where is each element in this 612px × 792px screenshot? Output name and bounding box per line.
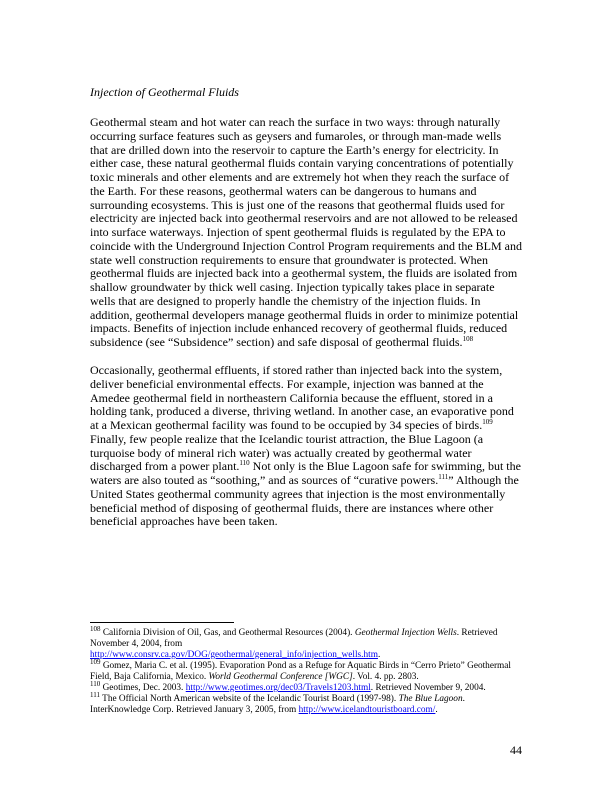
footnote-link[interactable]: http://www.geotimes.org/dec03/Travels1203.html — [185, 683, 371, 693]
paragraph-injection — [90, 116, 522, 350]
paragraph-text-part2: Finally, few people realize that the Icelandic tourist attraction, the Blue Lagoon (a turquoise body of mineral rich water) was actually created by geothermal water discharged from a power plant. — [90, 431, 484, 474]
paragraph-text-part3: Not only is the Blue Lagoon safe for swimming, but the waters are also touted as “soothing,” and as sources of “curative powers. — [90, 459, 521, 487]
section-heading: Injection of Geothermal Fluids — [90, 85, 239, 99]
paragraph-text-part4: ” Although the United States geothermal community agrees that injection is the most environmentally beneficial method of disposing of geothermal fluids, there are instances where other beneficial approaches have been taken. — [90, 473, 519, 529]
footnote-text: . Retrieved November 4, 2004, from — [90, 628, 498, 649]
footnote-text: The Official North American website of the Icelandic Tourist Board (1997-98). — [99, 694, 399, 704]
footnote-text: . — [435, 705, 438, 715]
footnote-title: World Geothermal Conference [WGC] — [208, 672, 353, 682]
footnote-text: California Division of Oil, Gas, and Geothermal Resources (2004). — [100, 628, 355, 638]
footnote-number: 109 — [90, 657, 101, 666]
footnote-110 — [90, 679, 522, 694]
footnote-link[interactable]: http://www.consrv.ca.gov/DOG/geothermal/general_info/injection_wells.htm — [90, 650, 378, 660]
footnote-number: 111 — [90, 690, 100, 699]
footnote-text: Gomez, Maria C. et al. (1995). Evaporation Pond as a Refuge for Aquatic Birds in “Cerro Prieto” Geothermal Field, Baja California, Mexico. — [90, 661, 511, 682]
footnote-title: Geothermal Injection Wells — [354, 628, 457, 638]
footnote-ref-110[interactable]: 110 — [239, 459, 250, 468]
footnote-text: . — [377, 650, 381, 660]
paragraph-effluents — [90, 364, 522, 529]
footnote-number: 110 — [90, 679, 101, 688]
footnote-109 — [90, 657, 522, 683]
footnote-text: . InterKnowledge Corp. Retrieved January 3, 2005, from — [90, 694, 465, 715]
footnote-number: 108 — [90, 624, 101, 633]
footnote-text: Geotimes, Dec. 2003. — [100, 683, 186, 693]
footnote-text: . Vol. 4. pp. 2803. — [352, 672, 419, 682]
paragraph-text: Geothermal steam and hot water can reach the surface in two ways: through naturally occurring surface features such as geysers and fumaroles, or through man-made wells that are drilled down into the reservoir to capture the Earth’s energy for electricity. In either case, these natural geothermal fluids contain varying concentrations of potentially toxic minerals and other elements and are extremely hot when they reach the surface of the Earth. For these reasons, geothermal waters can be dangerous to humans and surrounding ecosystems. This is just one of the reasons that geothermal fluids used for electricity are injected back into geothermal reservoirs and are not allowed to be released into surface waterways. Injection of spent geothermal fluids is regulated by the EPA to coincide with the Underground Injection Control Program requirements and the BLM and state well construction requirements to ensure that groundwater is protected. When geothermal fluids are injected back into a geothermal system, the fluids are isolated from shallow groundwater by thick well casing. Injection typically takes place in separate wells that are designed to properly handle the chemistry of the injection fluids. In addition, geothermal developers manage geothermal fluids in order to minimize potential impacts. Benefits of injection include enhanced recovery of geothermal fluids, reduced subsidence (see “Subsidence” section) and safe disposal of geothermal fluids. — [90, 115, 523, 349]
footnote-separator — [90, 622, 234, 623]
footnote-108 — [90, 624, 522, 661]
footnote-link[interactable]: http://www.icelandtouristboard.com/ — [298, 705, 436, 715]
page-number: 44 — [510, 743, 522, 757]
footnote-ref-108[interactable]: 108 — [462, 335, 474, 343]
footnote-ref-111[interactable]: 111 — [438, 473, 449, 481]
paragraph-text-part1: Occasionally, geothermal effluents, if stored rather than injected back into the system, deliver beneficial environmental effects. For example, injection was banned at the Amedee geothermal field in northeastern California because the effluent, stored in a holding tank, produced a diverse, thriving wetland. In another case, an evaporative pond at a Mexican geothermal facility was found to be occupied by 34 species of birds. — [90, 363, 514, 432]
footnote-111 — [90, 690, 522, 716]
footnote-title: The Blue Lagoon — [398, 694, 463, 704]
footnotes — [90, 624, 522, 716]
footnote-ref-109[interactable]: 109 — [482, 418, 493, 426]
footnote-text: . Retrieved November 9, 2004. — [370, 683, 486, 693]
